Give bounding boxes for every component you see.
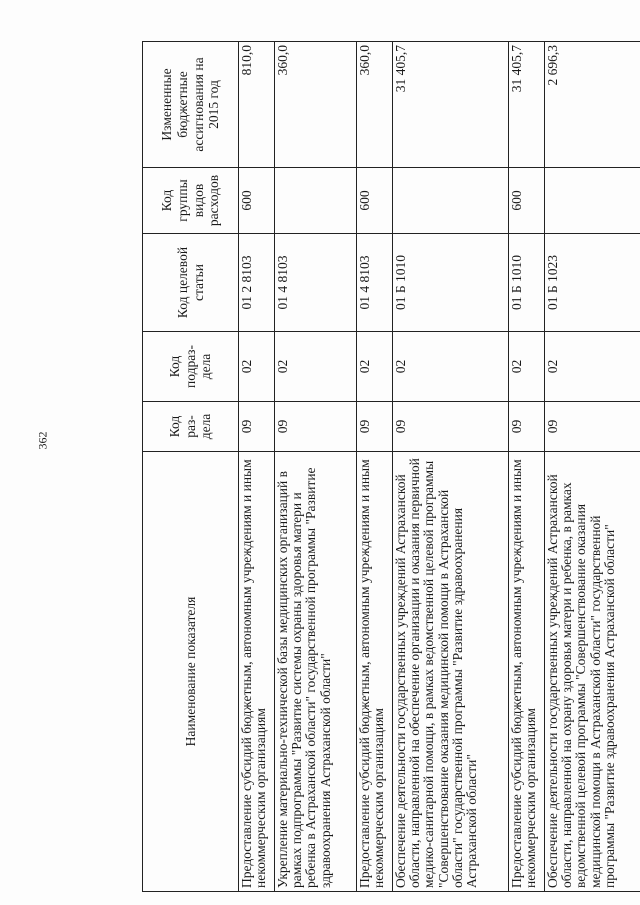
row-vid <box>545 168 640 234</box>
row-vid: 600 <box>357 168 393 234</box>
row-name: Предоставление субсидий бюджетным, автономным учреждениям и иным некоммерческим организациям <box>509 452 545 892</box>
row-statya: 01 Б 1010 <box>509 234 545 332</box>
row-podrazdel: 02 <box>239 332 275 402</box>
row-name: Обеспечение деятельности государственных учреждений Астраханской области, направленной на обеспечение организации и оказания первичной медико-санитарной помощи, в рамках ведомственной целевой программы "Совершенствование оказания медицинской помощи в Астраханской области" государственной программы "Развитие здравоохранения Астраханской области" <box>393 452 509 892</box>
row-statya: 01 4 8103 <box>357 234 393 332</box>
table-header-row <box>143 42 239 892</box>
row-name: Предоставление субсидий бюджетным, автономным учреждениям и иным некоммерческим организациям <box>357 452 393 892</box>
row-sum: 360,0 <box>357 42 393 168</box>
rotated-table-wrapper <box>142 42 640 892</box>
row-razdel: 09 <box>275 402 357 452</box>
row-sum: 31 405,7 <box>509 42 545 168</box>
table-row <box>509 42 545 892</box>
row-statya: 01 Б 1023 <box>545 234 640 332</box>
row-name: Обеспечение деятельности государственных учреждений Астраханской области, направленной на охрану здоровья матери и ребенка, в рамках ведомственной целевой программы "Совершенствование оказания медицинской помощи в Астраханской области" государственной программы "Развитие здравоохранения Астраханской области" <box>545 452 640 892</box>
row-name: Предоставление субсидий бюджетным, автономным учреждениям и иным некоммерческим организациям <box>239 452 275 892</box>
table-row <box>275 42 357 892</box>
header-vid: Код группы видов расходов <box>143 168 239 234</box>
header-razdel: Код раз-дела <box>143 402 239 452</box>
table-row <box>357 42 393 892</box>
row-vid: 600 <box>239 168 275 234</box>
row-podrazdel: 02 <box>393 332 509 402</box>
page-number: 362 <box>35 431 50 450</box>
budget-table <box>142 41 640 892</box>
table-row <box>545 42 640 892</box>
row-razdel: 09 <box>239 402 275 452</box>
header-sum: Измененные бюджетные ассигнования на 2015 год <box>143 42 239 168</box>
row-podrazdel: 02 <box>509 332 545 402</box>
row-razdel: 09 <box>545 402 640 452</box>
row-name: Укрепление материально-технической базы медицинских организаций в рамках подпрограммы "Развитие системы охраны здоровья матери и ребенка в Астраханской области" государственной программы "Развитие здравоохранения Астраханской области" <box>275 452 357 892</box>
row-vid: 600 <box>509 168 545 234</box>
row-sum: 810,0 <box>239 42 275 168</box>
row-vid <box>393 168 509 234</box>
row-statya: 01 2 8103 <box>239 234 275 332</box>
header-podrazdel: Код подраз-дела <box>143 332 239 402</box>
row-razdel: 09 <box>393 402 509 452</box>
header-name: Наименование показателя <box>143 452 239 892</box>
row-sum: 31 405,7 <box>393 42 509 168</box>
row-statya: 01 4 8103 <box>275 234 357 332</box>
row-sum: 2 696,3 <box>545 42 640 168</box>
table-row <box>239 42 275 892</box>
table-row <box>393 42 509 892</box>
row-razdel: 09 <box>357 402 393 452</box>
row-podrazdel: 02 <box>275 332 357 402</box>
row-statya: 01 Б 1010 <box>393 234 509 332</box>
row-vid <box>275 168 357 234</box>
row-podrazdel: 02 <box>545 332 640 402</box>
row-razdel: 09 <box>509 402 545 452</box>
header-statya: Код целевой статьи <box>143 234 239 332</box>
row-podrazdel: 02 <box>357 332 393 402</box>
row-sum: 360,0 <box>275 42 357 168</box>
